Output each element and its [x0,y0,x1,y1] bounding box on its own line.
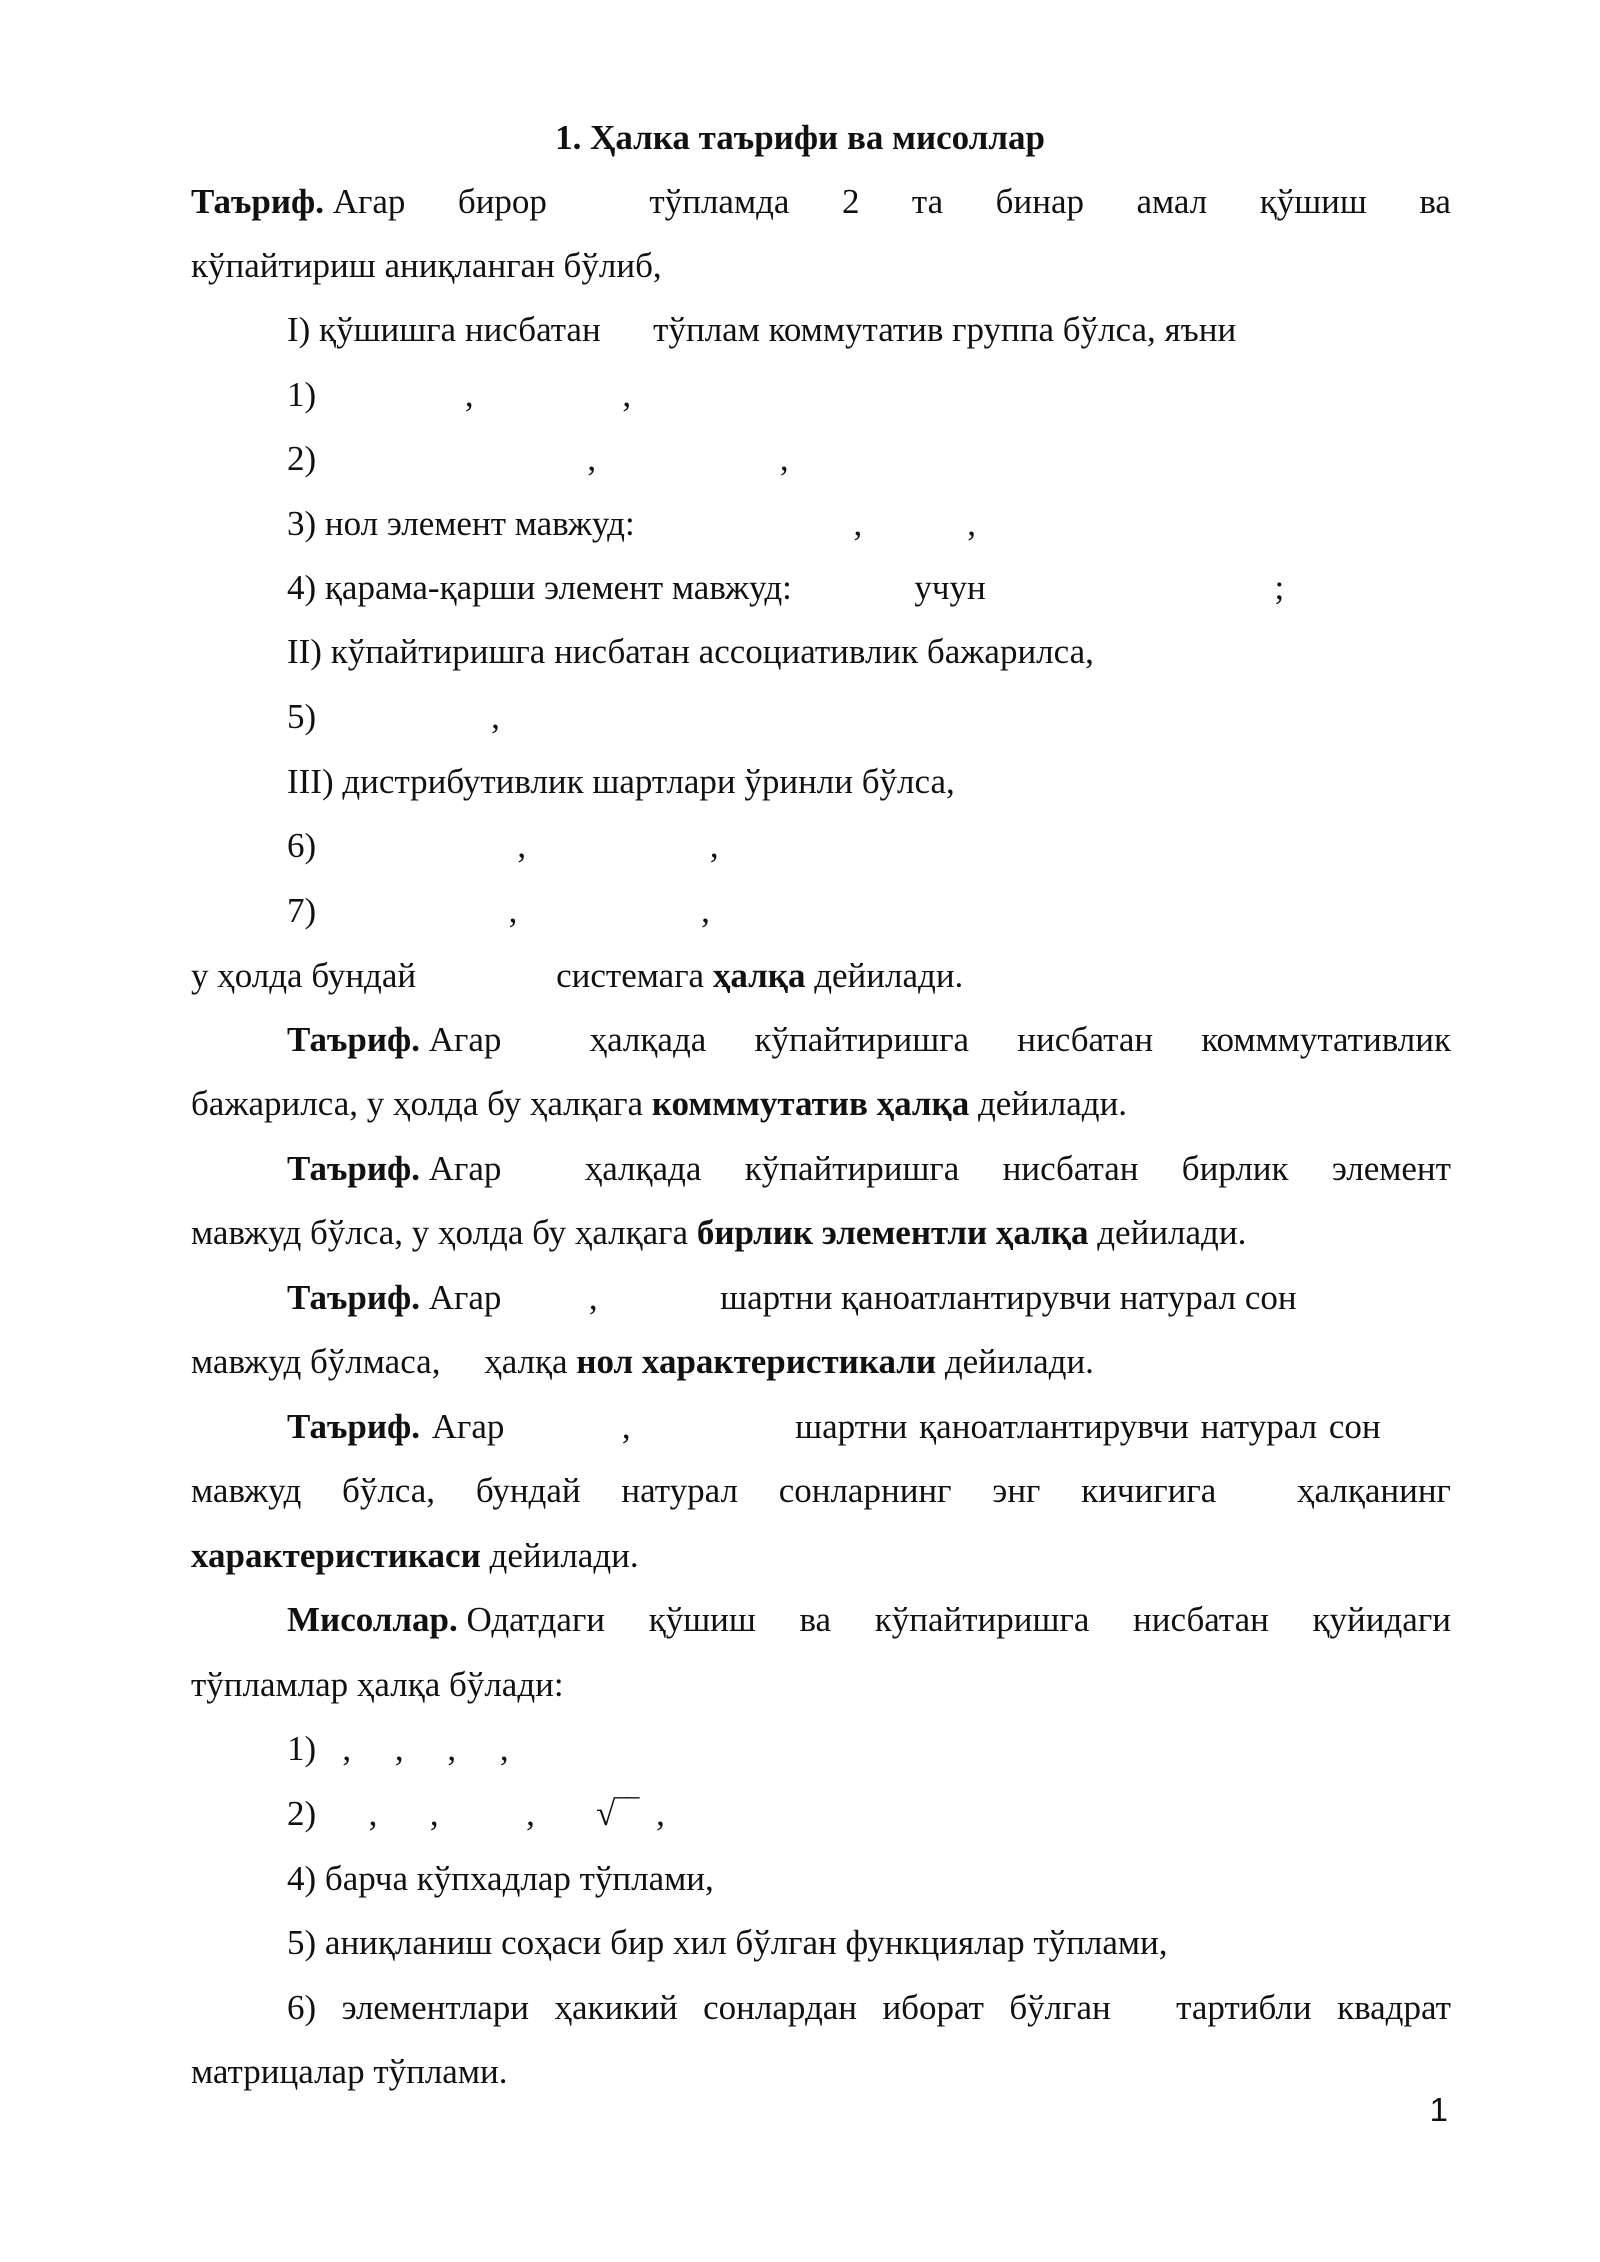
axiom-7: 7) , , [287,891,710,930]
word: қўшиш [1259,182,1367,221]
example-2: 2) , , , √‾‾ , [287,1794,665,1833]
page-title: 1. Ҳалка таърифи ва мисоллар [555,118,1045,157]
example-4: 4) барча кўпхадлар тўплами, [287,1859,714,1898]
word: бирор [457,182,547,221]
definition-char-line1: Таъриф. Агар , шартни қаноатлантирувчи натурал сон [287,1407,1381,1446]
example-1: 1) , , , , [287,1729,509,1768]
ring-conclusion: у ҳолда бундай системага ҳалқа дейилади. [191,956,964,995]
page-number: 1 [1429,2091,1448,2128]
condition-II: II) кўпайтиришга нисбатан ассоциативлик бажарилса, [287,632,1094,671]
definition-unity-line2: мавжуд бўлса, у ҳолда бу ҳалқага бирлик элементли ҳалқа дейилади. [191,1213,1247,1252]
examples-intro-line2: тўпламлар ҳалқа бўлади: [191,1665,564,1704]
word: амал [1136,182,1208,221]
condition-I: I) қўшишга нисбатан тўплам коммутатив группа бўлса, яъни [287,310,1237,349]
word: 2 [841,182,860,221]
definition-ring-line1 [191,180,1451,224]
definition-term: Таъриф. Агар [191,182,406,221]
word: ва [1419,182,1451,221]
example-6-line2: матрицалар тўплами. [191,2052,508,2091]
example-5: 5) аниқланиш соҳаси бир хил бўлган функциялар тўплами, [287,1923,1168,1962]
axiom-1: 1) , , [287,375,632,414]
word: тўпламда [649,182,790,221]
axiom-5: 5) , [287,697,500,736]
definition-zero-char-line2: мавжуд бўлмаса, ҳалқа нол характеристикали дейилади. [191,1342,1094,1381]
axiom-2: 2) , , [287,439,789,478]
axiom-4: 4) қарама-қарши элемент мавжуд: учун ; [287,568,1285,607]
definition-char-line2: мавжуд бўлса, бундай натурал сонларнинг энг кичигига ҳалқанинг [191,1471,1451,1510]
word: бинар [995,182,1084,221]
definition-commutative-line1: Таъриф. Агар ҳалқада кўпайтиришга нисбатан комммутативлик [287,1020,1451,1059]
word: та [911,182,944,221]
example-6-line1: 6) элементлари ҳакикий сонлардан иборат бўлган тартибли квадрат [287,1988,1451,2027]
definition-unity-line1: Таъриф. Агар ҳалқада кўпайтиришга нисбатан бирлик элемент [287,1149,1451,1188]
definition-zero-char-line1: Таъриф. Агар , шартни қаноатлантирувчи натурал сон [287,1278,1297,1317]
examples-intro-line1: Мисоллар. Одатдаги қўшиш ва кўпайтиришга нисбатан қуйидаги [287,1600,1451,1639]
definition-char-line3: характеристикаси дейилади. [191,1536,639,1575]
axiom-6: 6) , , [287,826,719,865]
condition-III: III) дистрибутивлик шартлари ўринли бўлса, [287,762,955,801]
definition-commutative-line2: бажарилса, у ҳолда бу ҳалқага комммутатив ҳалқа дейилади. [191,1084,1128,1123]
axiom-3: 3) нол элемент мавжуд: , , [287,504,976,543]
definition-ring-line2: кўпайтириш аниқланган бўлиб, [191,246,662,285]
